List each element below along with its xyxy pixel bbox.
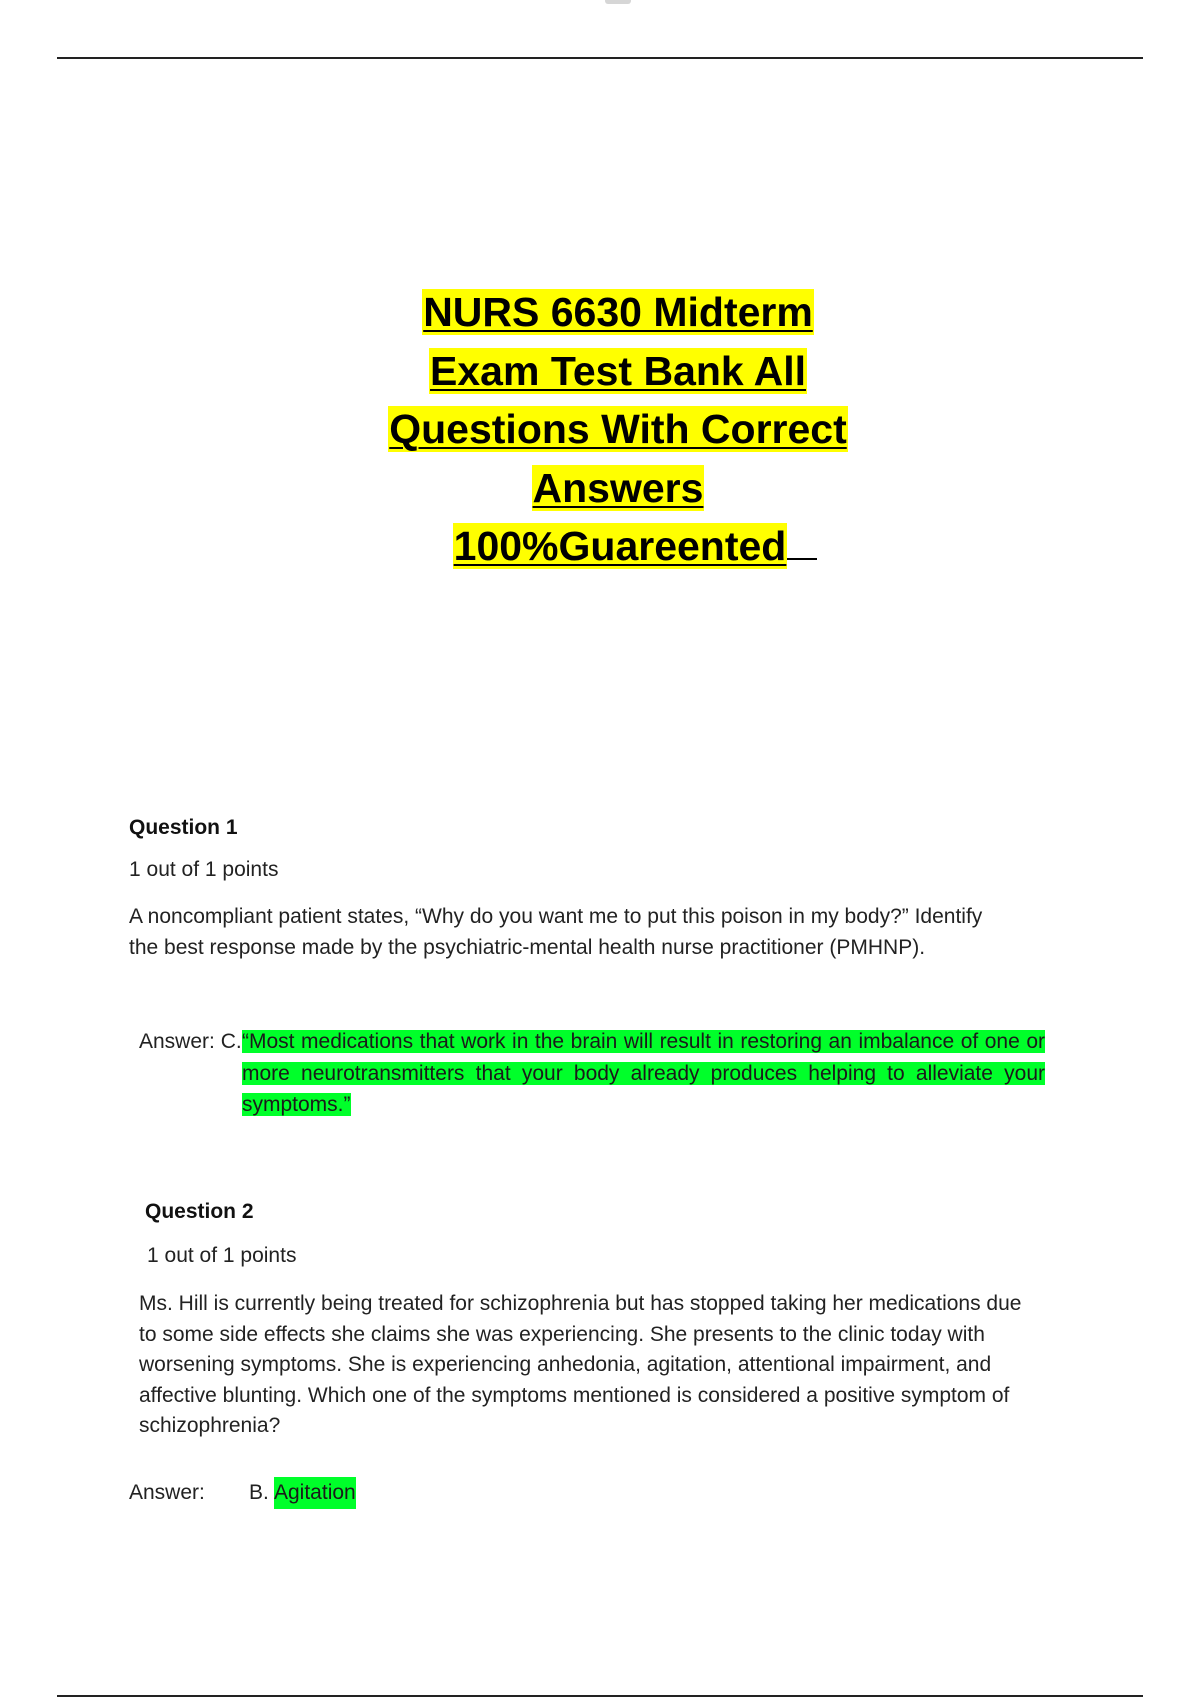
title-underline-tail <box>787 522 817 560</box>
question-1-text: A noncompliant patient states, “Why do you want me to put this poison in my body?” Identify the best response made by the psychiatric-mental health nurse practitioner (PMHNP). <box>129 905 983 959</box>
scroll-indicator <box>605 0 631 4</box>
title-line-2: Exam Test Bank All <box>430 347 806 394</box>
question-1-answer-body <box>242 1026 1045 1121</box>
title-line-1: NURS 6630 Midterm <box>423 289 813 335</box>
footer-rule <box>57 1695 1143 1697</box>
title-line-3: Questions With Correct <box>389 406 847 452</box>
document-title <box>300 283 936 576</box>
header-rule <box>57 57 1143 59</box>
question-2-text: Ms. Hill is currently being treated for schizophrenia but has stopped taking her medications due to some side effects she claims she was experiencing. She presents to the clinic today with worsening symptoms. She is experiencing anhedonia, agitation, attentional impairment, and affective blunting. Which one of the symptoms mentioned is considered a positive symptom of schizophrenia? <box>139 1292 1022 1437</box>
title-line-4: Answers <box>532 464 704 511</box>
question-1-answer <box>139 1026 1049 1126</box>
title-line-5: 100%Guareented <box>300 517 936 576</box>
question-2-points: 1 out of 1 points <box>147 1244 297 1267</box>
question-2-answer-text: Agitation <box>274 1477 356 1509</box>
question-2-heading: Question 2 <box>145 1200 254 1223</box>
question-2-answer <box>129 1477 729 1513</box>
question-2-answer-choice: B. <box>249 1481 269 1504</box>
question-1-heading: Question 1 <box>129 816 238 839</box>
question-2-answer-label: Answer: <box>129 1481 205 1504</box>
question-1-points: 1 out of 1 points <box>129 858 279 881</box>
question-1-answer-label: Answer: C. <box>139 1030 242 1053</box>
question-1-answer-text: “Most medications that work in the brain will result in restoring an imbalance of one or more neurotransmitters that your body already produces helping to alleviate your symptoms.” <box>242 1030 1045 1116</box>
